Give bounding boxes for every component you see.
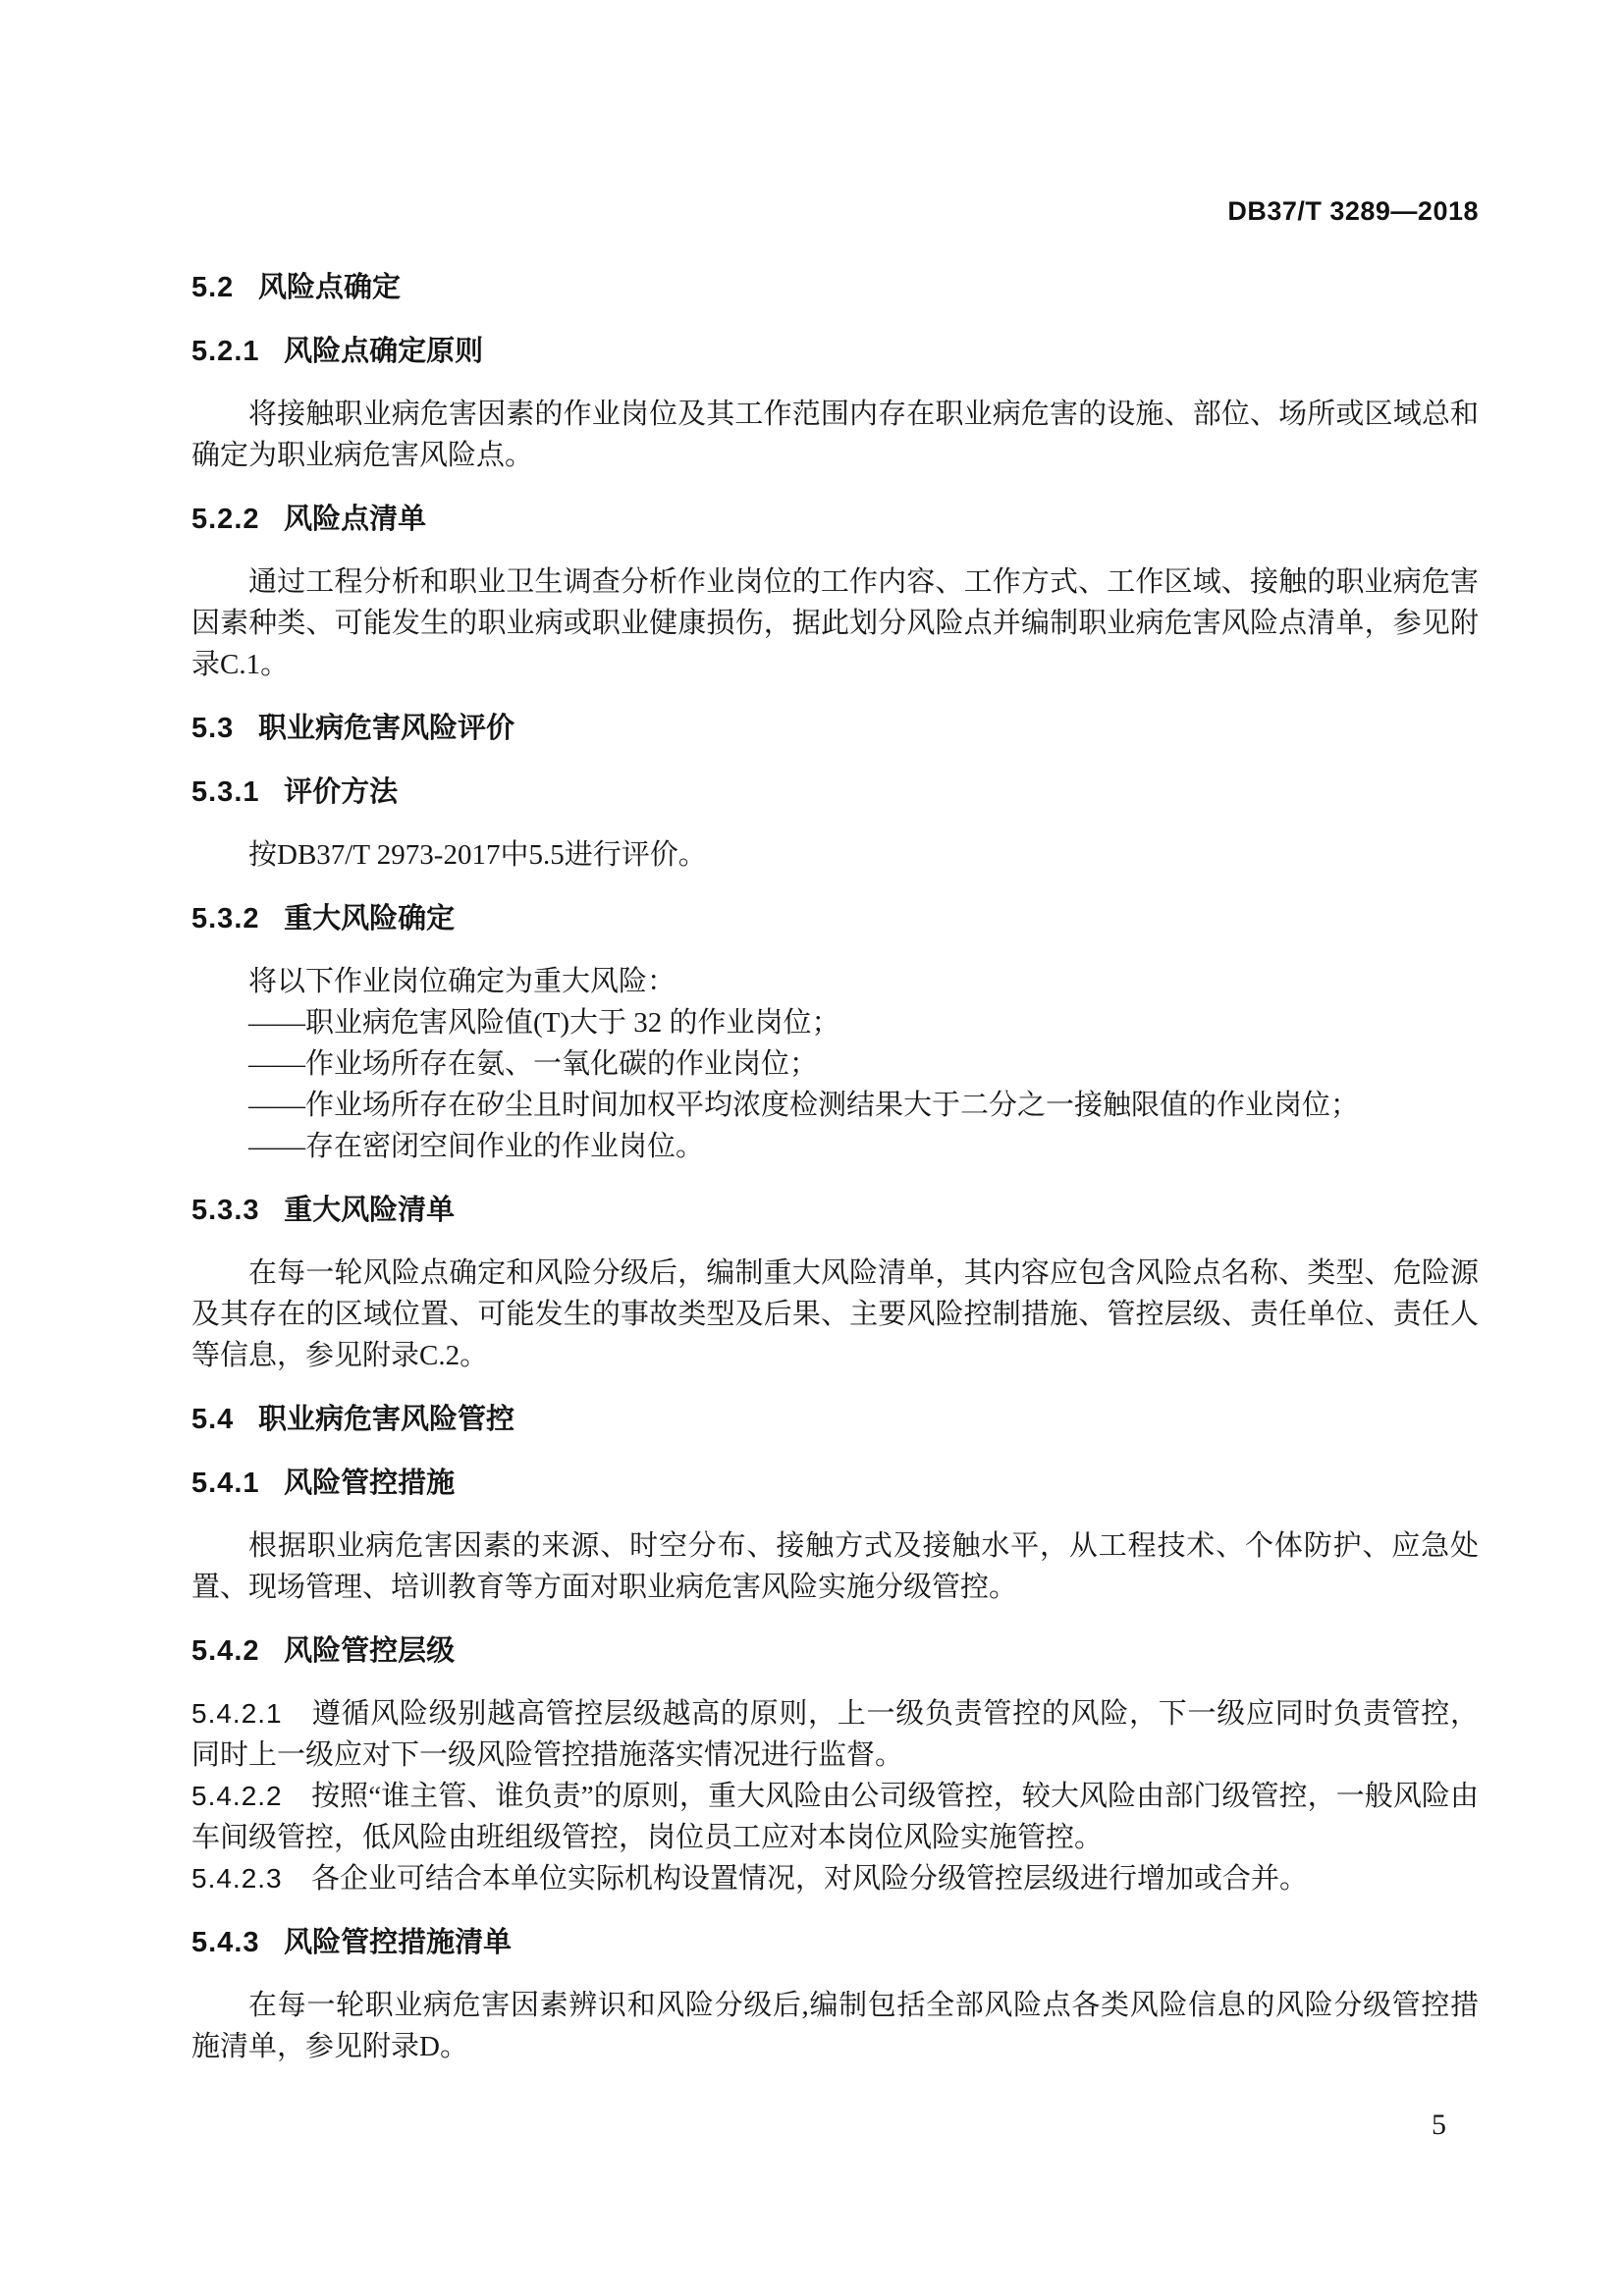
section-title: 风险点确定 [257, 272, 401, 303]
running-header [191, 196, 1479, 226]
section-heading-5-4 [191, 1399, 1479, 1440]
doc-code: DB37/T 3289—2018 [1227, 196, 1479, 226]
section-heading-5-2 [191, 267, 1479, 308]
section-title: 风险点清单 [284, 504, 427, 535]
section-number: 5.2 [191, 272, 235, 303]
list-item: ——存在密闭空间作业的作业岗位。 [248, 1131, 705, 1162]
section-number: 5.4.2 [191, 1635, 260, 1667]
section-heading-5-2-1 [191, 331, 1479, 372]
list-item: ——作业场所存在矽尘且时间加权平均浓度检测结果大于二分之一接触限值的作业岗位； [248, 1090, 1360, 1121]
section-number: 5.3.3 [191, 1195, 260, 1226]
section-number: 5.4 [191, 1404, 235, 1435]
section-title: 职业病危害风险评价 [257, 713, 514, 744]
section-title: 风险管控层级 [284, 1635, 456, 1667]
clause-5-4-2-3 [191, 1858, 1479, 1899]
section-heading-5-3 [191, 708, 1479, 749]
section-heading-5-3-1 [191, 772, 1479, 813]
paragraph-evaluation-method: 按DB37/T 2973-2017中5.5进行评价。 [248, 839, 707, 871]
clause-text: 各企业可结合本单位实际机构设置情况，对风险分级管控层级进行增加或合并。 [311, 1863, 1309, 1895]
section-title: 重大风险清单 [284, 1195, 456, 1226]
section-title: 风险管控措施清单 [284, 1927, 513, 1958]
paragraph-control-measure-list: 在每一轮职业病危害因素辨识和风险分级后,编制包括全部风险点各类风险信息的风险分级管控措施清单，参见附录D。 [191, 1990, 1479, 2062]
section-title: 风险管控措施 [284, 1468, 456, 1499]
section-title: 职业病危害风险管控 [257, 1404, 514, 1435]
section-heading-5-4-2 [191, 1630, 1479, 1672]
list-item: ——职业病危害风险值(T)大于 32 的作业岗位； [248, 1007, 840, 1039]
page-number: 5 [1432, 2109, 1446, 2141]
section-heading-5-2-2 [191, 499, 1479, 540]
section-number: 5.3 [191, 713, 235, 744]
clause-text: 按照“谁主管、谁负责”的原则，重大风险由公司级管控，较大风险由部门级管控，一般风险由车间级管控，低风险由班组级管控，岗位员工应对本岗位风险实施管控。 [191, 1781, 1479, 1853]
section-heading-5-3-3 [191, 1190, 1479, 1231]
section-number: 5.3.1 [191, 776, 260, 808]
section-title: 风险点确定原则 [284, 336, 484, 367]
section-title: 评价方法 [284, 776, 399, 808]
section-title: 重大风险确定 [284, 903, 456, 934]
paragraph-risk-point-list: 通过工程分析和职业卫生调查分析作业岗位的工作内容、工作方式、工作区域、接触的职业病危害因素种类、可能发生的职业病或职业健康损伤，据此划分风险点并编制职业病危害风险点清单，参见附录C.1。 [191, 566, 1479, 680]
clause-5-4-2-1 [191, 1693, 1479, 1776]
section-heading-5-4-3 [191, 1922, 1479, 1963]
clause-number: 5.4.2.3 [191, 1863, 283, 1894]
list-item: ——作业场所存在氨、一氧化碳的作业岗位； [248, 1048, 819, 1080]
section-heading-5-4-1 [191, 1463, 1479, 1504]
clause-text: 遵循风险级别越高管控层级越高的原则，上一级负责管控的风险，下一级应同时负责管控，同时上一级应对下一级风险管控措施落实情况进行监督。 [191, 1698, 1479, 1771]
paragraph-major-risk-list: 在每一轮风险点确定和风险分级后，编制重大风险清单，其内容应包含风险点名称、类型、危险源及其存在的区域位置、可能发生的事故类型及后果、主要风险控制措施、管控层级、责任单位、责任人等信息，参见附录C.2。 [191, 1257, 1479, 1371]
clause-5-4-2-2 [191, 1776, 1479, 1858]
clause-number: 5.4.2.1 [191, 1698, 283, 1729]
section-number: 5.4.3 [191, 1927, 260, 1958]
section-number: 5.4.1 [191, 1468, 260, 1499]
paragraph-risk-point-principle: 将接触职业病危害因素的作业岗位及其工作范围内存在职业病危害的设施、部位、场所或区域总和确定为职业病危害风险点。 [191, 399, 1479, 471]
document-body [191, 267, 1479, 2067]
paragraph-control-measures: 根据职业病危害因素的来源、时空分布、接触方式及接触水平，从工程技术、个体防护、应急处置、现场管理、培训教育等方面对职业病危害风险实施分级管控。 [191, 1530, 1479, 1603]
paragraph-major-risk-intro: 将以下作业岗位确定为重大风险： [248, 966, 676, 997]
section-number: 5.3.2 [191, 903, 260, 934]
clause-number: 5.4.2.2 [191, 1781, 283, 1811]
section-number: 5.2.1 [191, 336, 260, 367]
section-heading-5-3-2 [191, 898, 1479, 939]
section-number: 5.2.2 [191, 504, 260, 535]
